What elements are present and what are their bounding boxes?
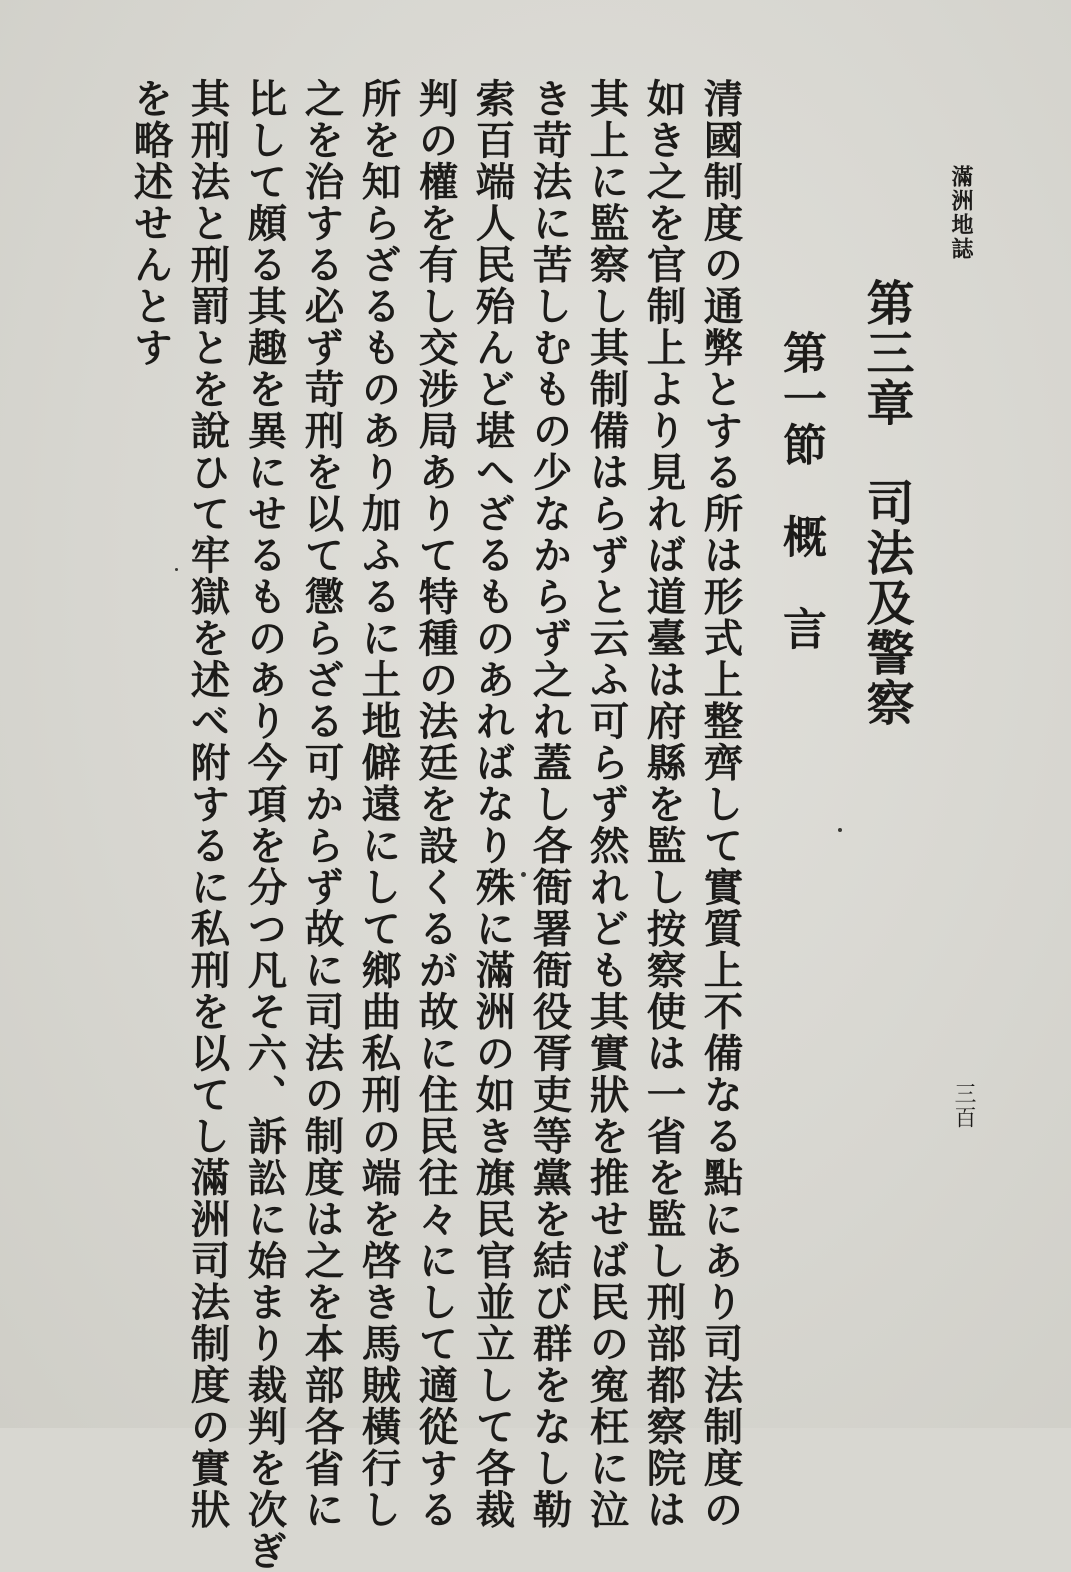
page-number: 三百 <box>951 1082 976 1130</box>
chapter-heading: 第三章 司法及警察 <box>858 278 914 728</box>
body-column: 之を治する必ず苛刑を以て懲らざる可からず故に司法の制度は之を本部各省に <box>298 78 345 1531</box>
body-column: 清國制度の通弊とする所は形式上整齊して實質上不備なる點にあり司法制度の <box>697 78 744 1531</box>
body-column: 其上に監察し其制備はらずと云ふ可らず然れども其實狀を推せば民の寃枉に泣 <box>583 78 630 1531</box>
body-column: き苛法に苦しむもの少なからず之れ蓋し各衙署衙役胥吏等黨を結び群をなし勒 <box>526 78 573 1531</box>
body-column: を略述せんとす <box>127 78 174 369</box>
body-column: 索百端人民殆んど堪へざるものあればなり殊に滿洲の如き旗民官並立して各裁 <box>469 78 516 1531</box>
paper-speck <box>838 828 842 832</box>
body-column: 其刑法と刑罰とを說ひて牢獄を述べ附するに私刑を以てし滿洲司法制度の實狀 <box>184 78 231 1531</box>
section-heading: 第一節 概 言 <box>775 330 826 652</box>
paper-speck <box>521 872 526 877</box>
body-column: 判の權を有し交涉局ありて特種の法廷を設くるが故に住民往々にして適從する <box>412 78 459 1531</box>
body-column: 如き之を官制上より見れば道臺は府縣を監し按察使は一省を監し刑部都察院は <box>640 78 687 1531</box>
body-column: 所を知らざるものあり加ふるに土地僻遠にして鄉曲私刑の端を啓き馬賊橫行し <box>355 78 402 1531</box>
body-column: 比して頗る其趣を異にせるものあり今項を分つ凡そ六、訴訟に始まり裁判を次ぎ <box>241 78 288 1572</box>
paper-speck <box>175 568 178 571</box>
running-header-title: 滿洲地誌 <box>948 165 974 261</box>
